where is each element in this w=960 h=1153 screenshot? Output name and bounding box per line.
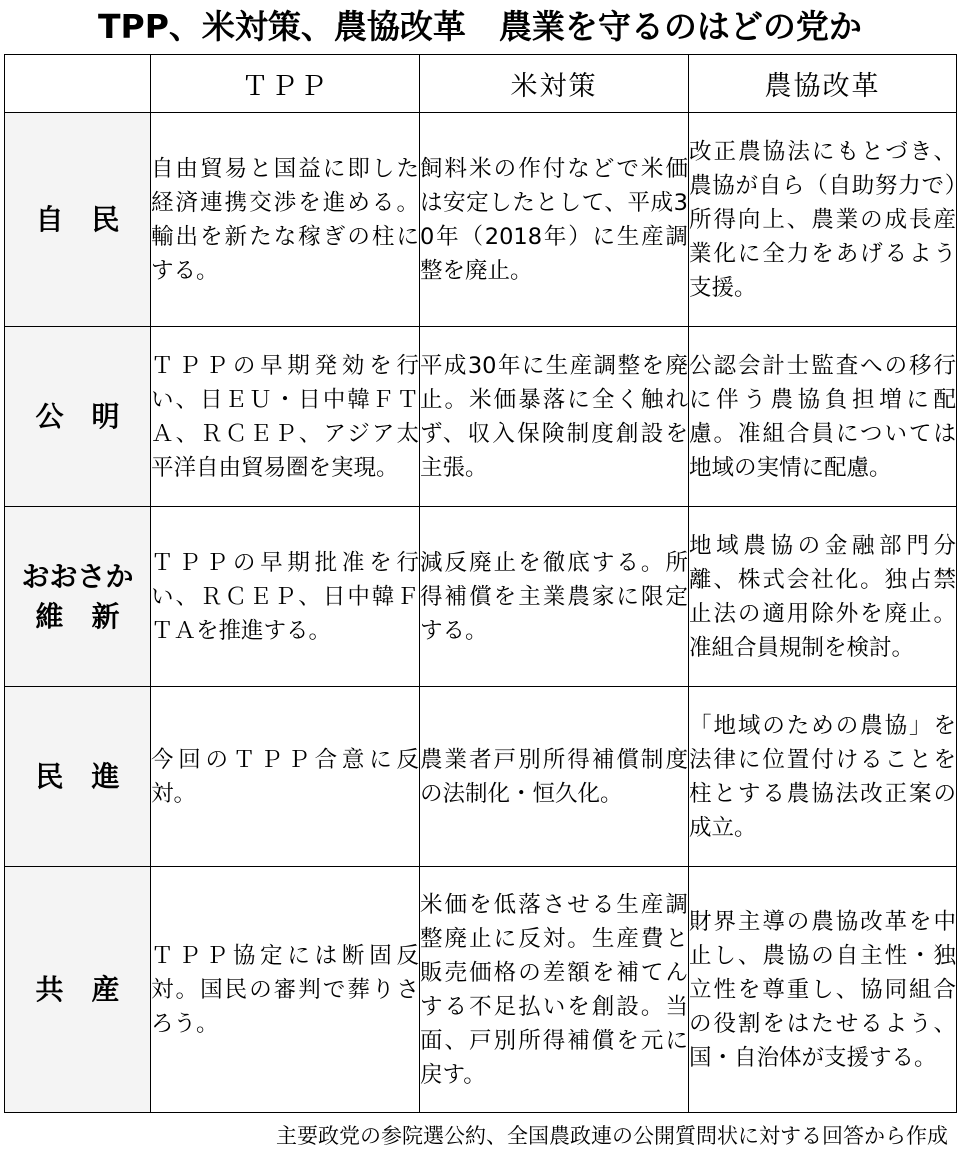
source-note: 主要政党の参院選公約、全国農政連の公開質問状に対する回答から作成: [276, 1124, 948, 1148]
cell-tpp: 自由貿易と国益に即した経済連携交渉を進める。輸出を新たな稼ぎの柱にする。: [151, 113, 420, 327]
table-row: [5, 867, 957, 1113]
party-name-osaka-ishin: [5, 507, 151, 687]
header-tpp: ＴＰＰ: [151, 55, 420, 113]
party-name-line-2: 維 新: [35, 599, 120, 633]
party-name-komeito: 公 明: [5, 327, 151, 507]
party-name-jcp: 共 産: [5, 867, 151, 1113]
cell-tpp: ＴＰＰの早期批准を行い、ＲＣＥＰ、日中韓ＦＴＡを推進する。: [151, 507, 420, 687]
cell-rice: 飼料米の作付などで米価は安定したとして、平成30年（2018年）に生産調整を廃止。: [420, 113, 689, 327]
cell-ja: 公認会計士監査への移行に伴う農協負担増に配慮。准組合員については地域の実情に配慮。: [689, 327, 957, 507]
cell-tpp: 今回のＴＰＰ合意に反対。: [151, 687, 420, 867]
table-row: [5, 687, 957, 867]
page-title: TPP、米対策、農協改革 農業を守るのはどの党か: [98, 7, 862, 46]
table-row: [5, 327, 957, 507]
cell-rice: 平成30年に生産調整を廃止。米価暴落に全く触れず、収入保険制度創設を主張。: [420, 327, 689, 507]
cell-tpp: ＴＰＰの早期発効を行い、日ＥＵ・日中韓ＦＴＡ、ＲＣＥＰ、アジア太平洋自由貿易圏を実現。: [151, 327, 420, 507]
cell-rice: 減反廃止を徹底する。所得補償を主業農家に限定する。: [420, 507, 689, 687]
header-corner: [5, 55, 151, 113]
cell-ja: 「地域のための農協」を法律に位置付けることを柱とする農協法改正案の成立。: [689, 687, 957, 867]
table-header-row: [5, 55, 957, 113]
cell-tpp: ＴＰＰ協定には断固反対。国民の審判で葬りさろう。: [151, 867, 420, 1113]
table-row: [5, 113, 957, 327]
party-policy-table: [4, 54, 957, 1113]
cell-ja: 地域農協の金融部門分離、株式会社化。独占禁止法の適用除外を廃止。准組合員規制を検討。: [689, 507, 957, 687]
party-name-ldp: 自 民: [5, 113, 151, 327]
header-ja-reform: 農協改革: [689, 55, 957, 113]
party-name-line-1: おおさか: [21, 559, 134, 593]
party-name-minshin: 民 進: [5, 687, 151, 867]
header-rice-policy: 米対策: [420, 55, 689, 113]
cell-rice: 米価を低落させる生産調整廃止に反対。生産費と販売価格の差額を補てんする不足払いを創設。当面、戸別所得補償を元に戻す。: [420, 867, 689, 1113]
cell-ja: 改正農協法にもとづき、農協が自ら（自助努力で）所得向上、農業の成長産業化に全力をあげるよう支援。: [689, 113, 957, 327]
cell-ja: 財界主導の農協改革を中止し、農協の自主性・独立性を尊重し、協同組合の役割をはたせるよう、国・自治体が支援する。: [689, 867, 957, 1113]
cell-rice: 農業者戸別所得補償制度の法制化・恒久化。: [420, 687, 689, 867]
table-row: [5, 507, 957, 687]
